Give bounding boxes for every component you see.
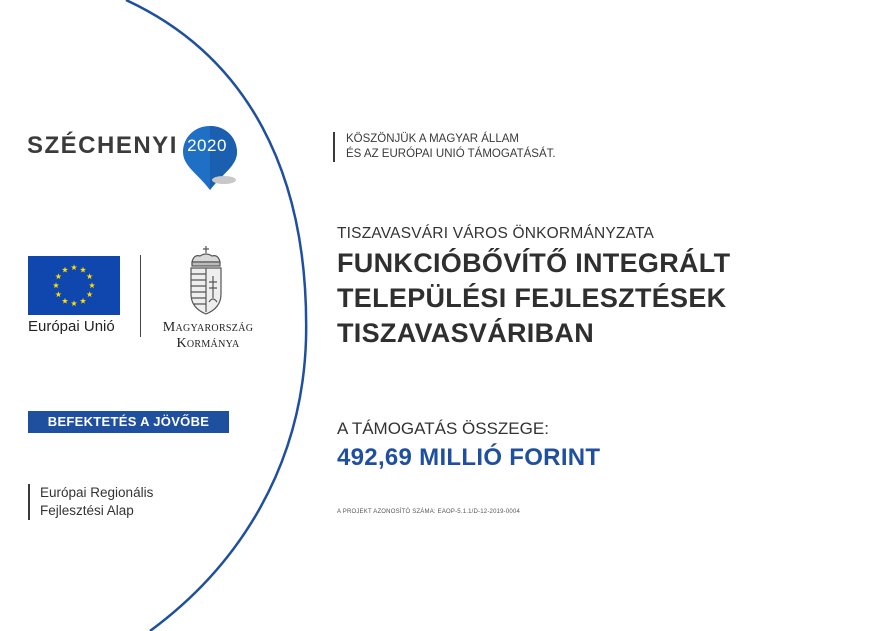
project-title-line-1: FUNKCIÓBŐVÍTŐ INTEGRÁLT xyxy=(337,248,731,278)
project-title-line-2: TELEPÜLÉSI FEJLESZTÉSEK xyxy=(337,283,727,313)
szechenyi-wordmark: SZÉCHENYI xyxy=(27,132,178,159)
project-id: A PROJEKT AZONOSÍTÓ SZÁMA: EAOP-5.1.1/D-12-2019-0004 xyxy=(337,509,521,515)
hungarian-coat-of-arms-icon xyxy=(184,244,228,318)
szechenyi-2020-logo xyxy=(27,124,257,194)
government-label xyxy=(152,320,264,352)
support-label: A TÁMOGATÁS ÖSSZEGE: xyxy=(337,419,549,438)
fund-name xyxy=(28,484,153,520)
support-amount: 492,69 MILLIÓ FORINT xyxy=(337,444,601,471)
government-label-line-1: Magyarország xyxy=(162,320,254,335)
fund-line-1: Európai Regionális xyxy=(40,485,154,500)
government-label-line-2: Kormánya xyxy=(176,336,240,351)
szechenyi-year: 2020 xyxy=(187,136,227,155)
logo-divider xyxy=(140,255,141,337)
eu-label: Európai Unió xyxy=(28,318,115,335)
invest-in-future-banner: BEFEKTETÉS A JÖVŐBE xyxy=(28,411,229,433)
map-pin-icon xyxy=(180,124,242,194)
project-title-line-3: TISZAVASVÁRIBAN xyxy=(337,318,595,348)
thanks-note xyxy=(333,132,556,162)
eu-flag-icon xyxy=(28,256,120,315)
project-title xyxy=(337,246,817,351)
thanks-line-2: ÉS AZ EURÓPAI UNIÓ TÁMOGATÁSÁT. xyxy=(346,148,556,160)
thanks-line-1: KÖSZÖNJÜK A MAGYAR ÁLLAM xyxy=(346,133,519,145)
beneficiary: TISZAVASVÁRI VÁROS ÖNKORMÁNYZATA xyxy=(337,225,655,242)
fund-line-2: Fejlesztési Alap xyxy=(40,503,134,518)
